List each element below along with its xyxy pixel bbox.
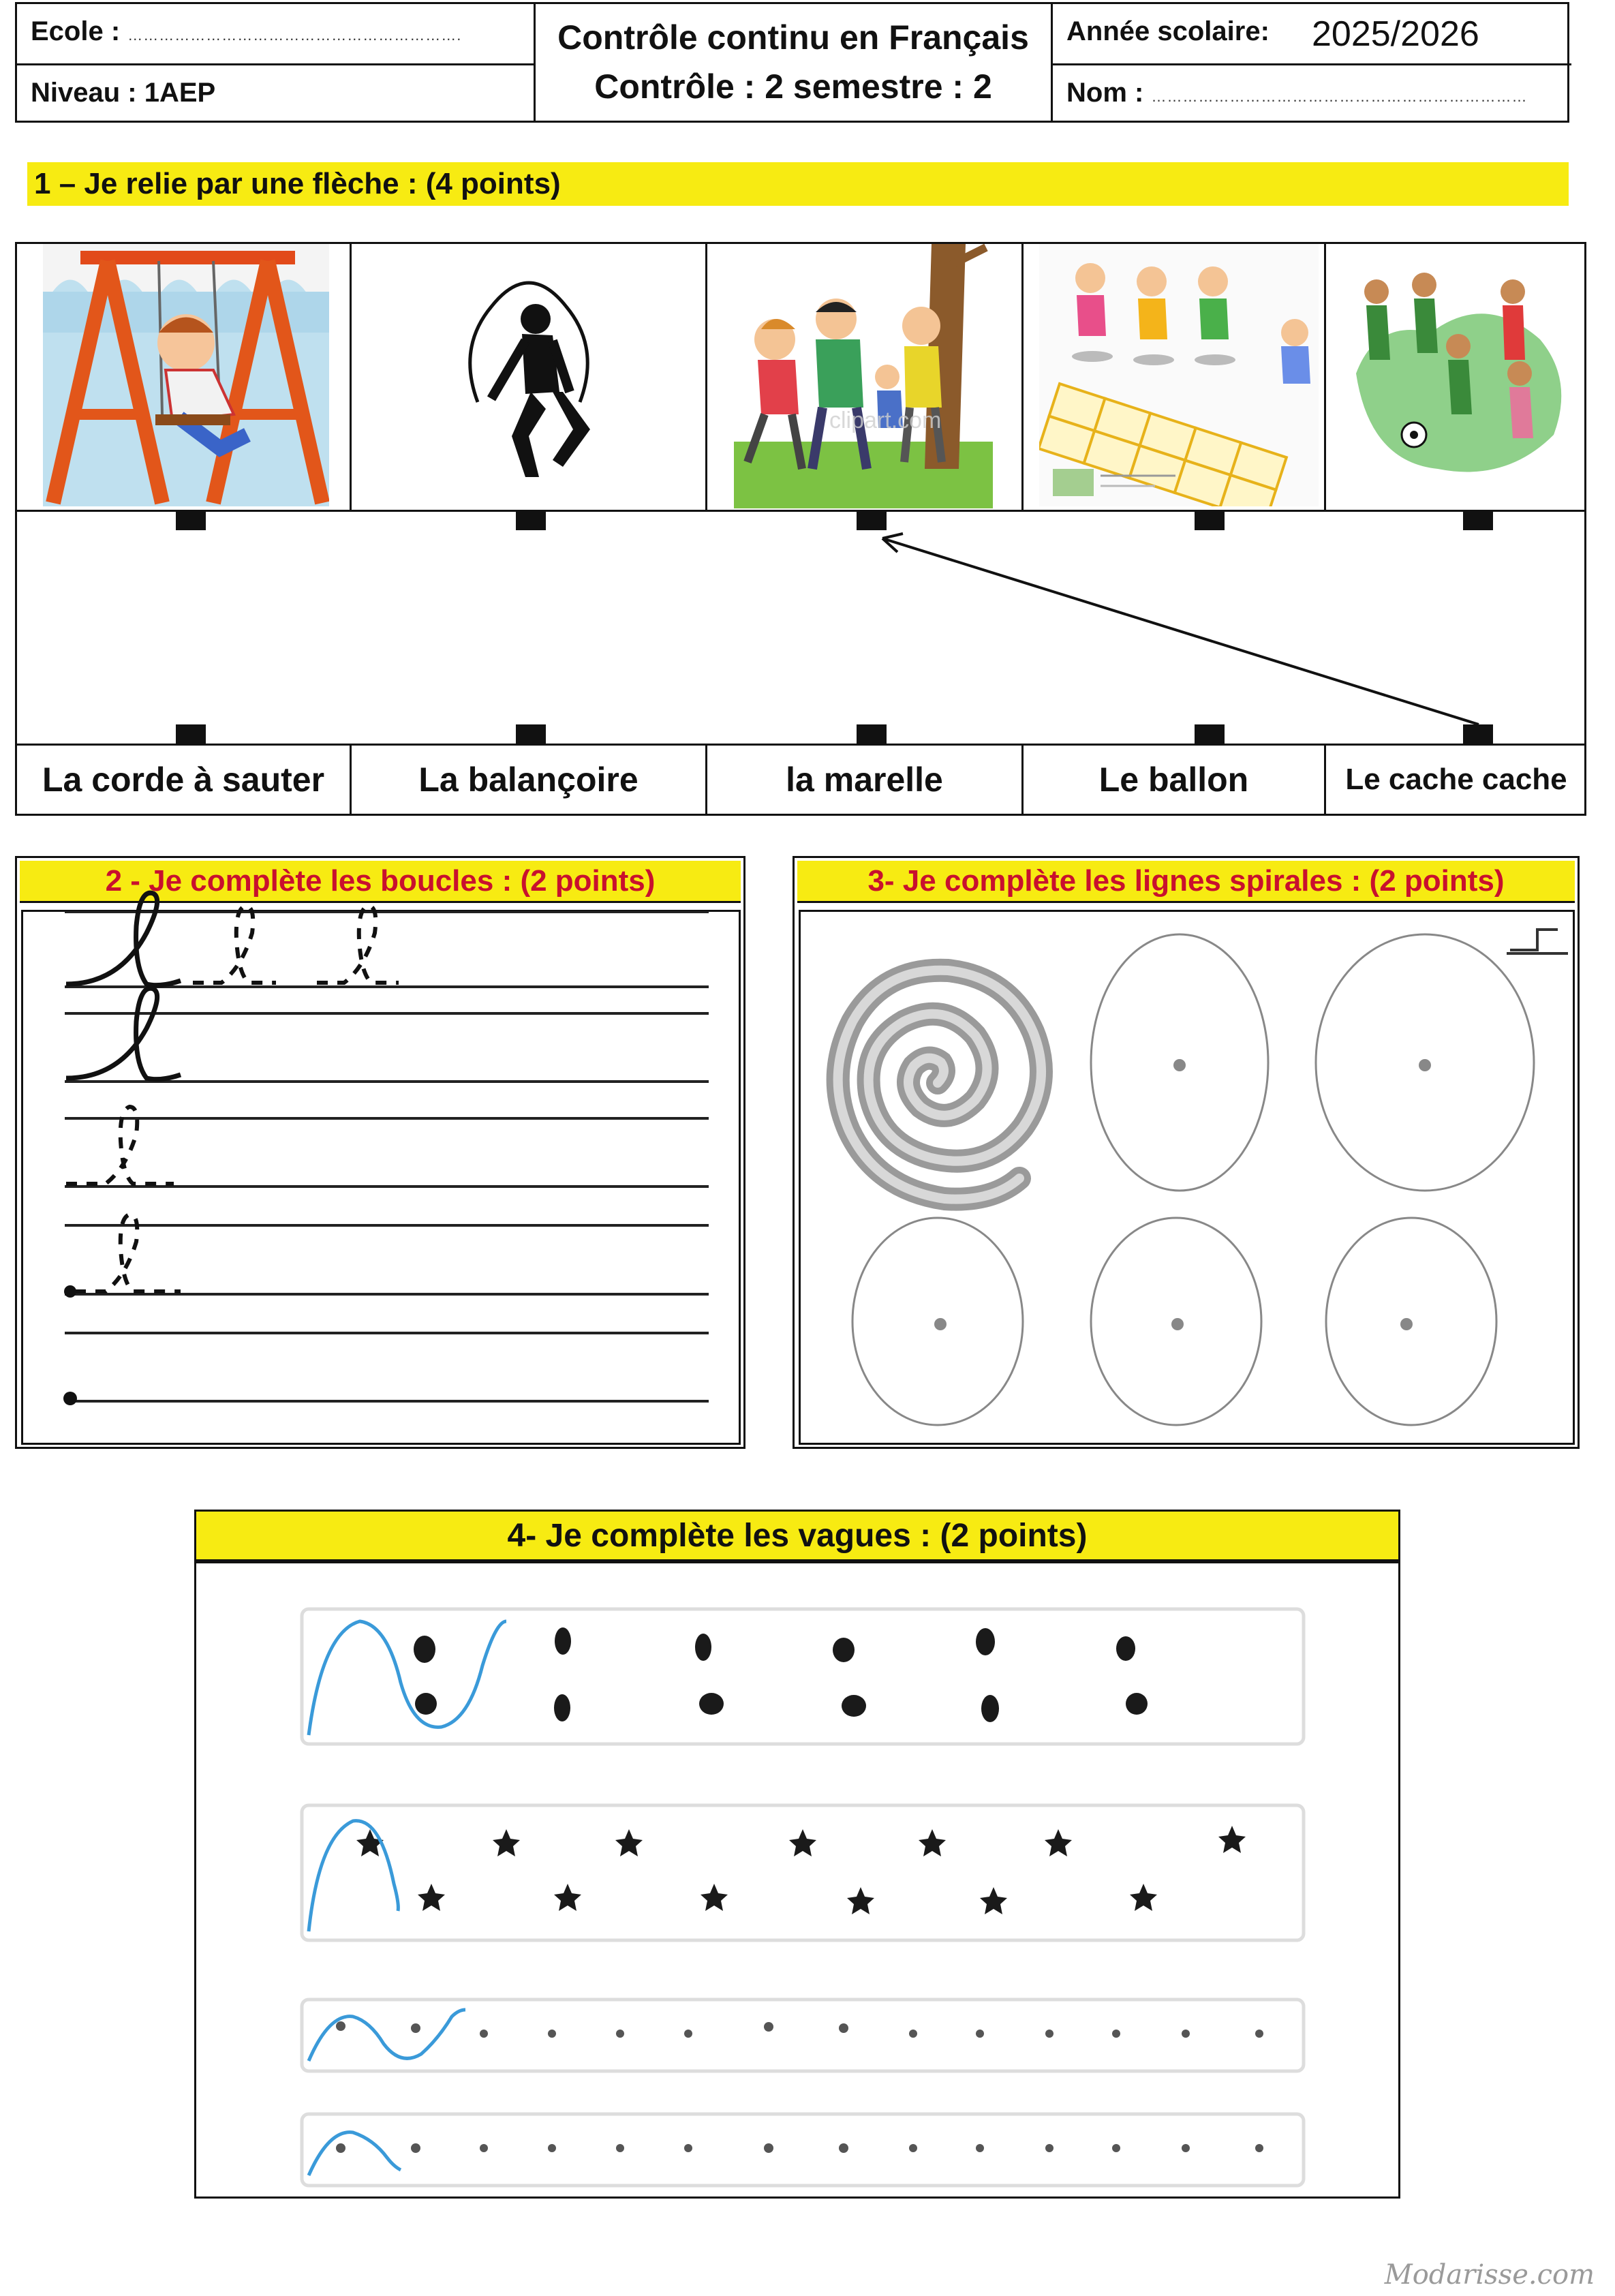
title-line-2: Contrôle : 2 semestre : 2 [594, 67, 992, 106]
wave-row-4-dots [336, 2143, 1263, 2153]
exercise1-title: 1 – Je relie par une flèche : (4 points) [27, 162, 1569, 206]
spiral-area [795, 858, 1578, 1444]
exercise3-box [793, 856, 1580, 1449]
model-spiral [838, 970, 1041, 1199]
label-corde-a-sauter: La corde à sauter [42, 761, 325, 799]
wave-rows [196, 1563, 1399, 2197]
exercise4-box [194, 1561, 1400, 2199]
wave-row-1-dots [414, 1627, 1148, 1722]
header-table [15, 2, 1569, 123]
ecole-field [31, 16, 528, 47]
wave-row-2-stars [356, 1826, 1246, 1914]
annee-value: 2025/2026 [1312, 14, 1479, 54]
nom-field [1066, 78, 1564, 108]
wave-row-2-model [309, 1821, 398, 1931]
wave-row-1-model [309, 1621, 506, 1735]
wave-row-4-model [309, 2132, 401, 2175]
ecole-label: Ecole : [31, 16, 121, 46]
loop-models [17, 858, 746, 1444]
label-cache-cache: Le cache cache [1345, 763, 1567, 796]
exercise1-table [15, 242, 1586, 816]
title-line-1: Contrôle continu en Français [557, 18, 1029, 57]
exercise3-title: 3- Je complète les lignes spirales : (2 points) [797, 861, 1575, 903]
nom-dots: ……………………………………………………………… [1151, 88, 1528, 105]
nom-label: Nom : [1066, 78, 1144, 108]
label-ballon: Le ballon [1098, 761, 1249, 799]
ecole-dots: ………………………………………………………. [127, 27, 462, 44]
example-arrow [17, 244, 1584, 816]
label-marelle: la marelle [786, 761, 943, 799]
footer-watermark: Modarisse.com [1384, 2259, 1595, 2291]
niveau-label: Niveau : 1AEP [31, 78, 216, 108]
exercise2-box [15, 856, 745, 1449]
wave-row-3-model [309, 2010, 465, 2061]
annee-label: Année scolaire: [1066, 16, 1270, 46]
exercise2-title: 2 - Je complète les boucles : (2 points) [20, 861, 741, 903]
clipart-watermark: clipart.com [829, 408, 942, 433]
wave-row-3-dots [336, 2021, 1263, 2038]
label-balancoire: La balançoire [418, 761, 639, 799]
exercise4-title: 4- Je complète les vagues : (2 points) [194, 1510, 1400, 1561]
